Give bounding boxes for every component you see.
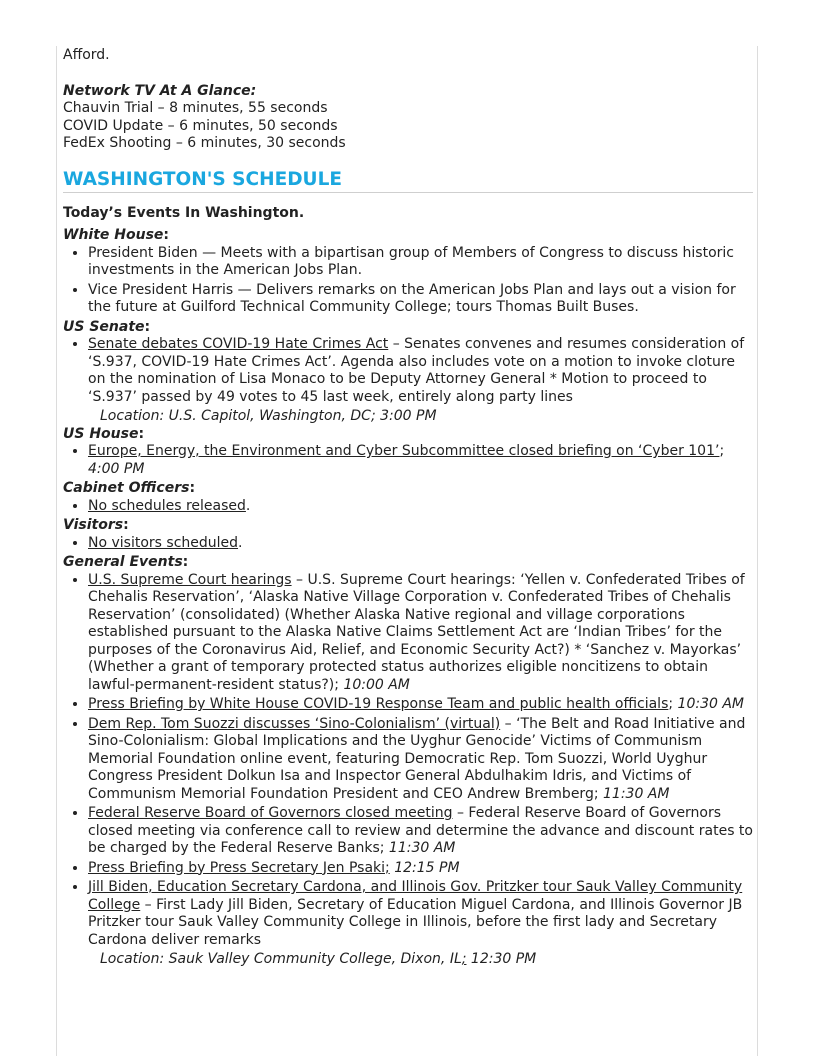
left-rule: [56, 46, 57, 1056]
senate-location: Location: U.S. Capitol, Washington, DC; 3:00 PM: [100, 408, 437, 424]
list-item: • President Biden — Meets with a bipartisan group of Members of Congress to discuss historic investments in the American Jobs Plan.: [88, 245, 753, 280]
suozzi-event-link[interactable]: Dem Rep. Tom Suozzi discusses ‘Sino-Colonialism’ (virtual): [88, 715, 501, 732]
list-item: • Dem Rep. Tom Suozzi discusses ‘Sino-Colonialism’ (virtual) – ‘The Belt and Road Initiative and Sino-Colonialism: Global Implications and the Uyghur Genocide’ Victims of Communism Memorial Foundation online event, featuring Democratic Rep. Tom Suozzi, World Uyghur Congress President Dolkun Isa and Inspector General Abdulhakim Idris, and Victims of Communism Memorial Foundation President and CEO Andrew Bremberg; 11:30 AM: [88, 716, 753, 804]
right-rule: [757, 46, 758, 1056]
cabinet-label: Cabinet Officers:: [63, 480, 196, 496]
network-tv-heading: Network TV At A Glance:: [63, 82, 257, 99]
psaki-briefing-link[interactable]: Press Briefing by Press Secretary Jen Psaki;: [88, 859, 390, 876]
list-item: • Senate debates COVID-19 Hate Crimes Act – Senates convenes and resumes consideration of ‘S.937, COVID-19 Hate Crimes Act’. Agenda also includes vote on a motion to invoke cloture on the nomination of Lisa Monaco to be Deputy Attorney General * Motion to proceed to ‘S.937’ passed by 49 votes to 45 last week, entirely along party lines: [88, 336, 753, 406]
list-item: • Federal Reserve Board of Governors closed meeting – Federal Reserve Board of Governors closed meeting via conference call to review and determine the advance and discount rates to be charged by the Federal Reserve Banks; 11:30 AM: [88, 805, 753, 858]
general-events-label: General Events:: [63, 554, 189, 570]
location-link[interactable]: ;: [461, 951, 467, 967]
us-senate-label: US Senate:: [63, 318, 151, 335]
visitors-list: [63, 535, 753, 553]
covid-briefing-link[interactable]: Press Briefing by White House COVID-19 Response Team and public health officials: [88, 696, 669, 712]
visitors-label: Visitors:: [63, 517, 129, 533]
us-house-list: [63, 443, 753, 478]
fed-meeting-link[interactable]: Federal Reserve Board of Governors closed meeting: [88, 805, 453, 821]
list-item: • Press Briefing by White House COVID-19 Response Team and public health officials; 10:30 AM: [88, 696, 753, 714]
biden-tour-location: Location: Sauk Valley Community College, Dixon, IL; 12:30 PM: [100, 951, 537, 967]
section-title: WASHINGTON'S SCHEDULE: [63, 169, 753, 193]
today-heading: Today’s Events In Washington.: [63, 204, 305, 221]
network-tv-item: FedEx Shooting – 6 minutes, 30 seconds: [63, 135, 346, 151]
list-item: • No schedules released.: [88, 498, 753, 516]
cabinet-list: [63, 498, 753, 516]
list-item: • Press Briefing by Press Secretary Jen Psaki; 12:15 PM: [88, 860, 753, 878]
scotus-link[interactable]: U.S. Supreme Court hearings: [88, 571, 292, 588]
list-item: • No visitors scheduled.: [88, 535, 753, 553]
list-item: • Vice President Harris — Delivers remarks on the American Jobs Plan and lays out a vision for the future at Guilford Technical Community College; tours Thomas Built Buses.: [88, 282, 753, 317]
visitors-link[interactable]: No visitors scheduled: [88, 534, 239, 551]
general-events-list: [63, 572, 753, 950]
jill-biden-tour-link[interactable]: Jill Biden, Education Secretary Cardona, and Illinois Gov. Pritzker tour Sauk Valley Community College: [88, 879, 743, 913]
newsletter-body: [63, 47, 753, 969]
network-tv-item: COVID Update – 6 minutes, 50 seconds: [63, 117, 338, 134]
list-item: • Jill Biden, Education Secretary Cardona, and Illinois Gov. Pritzker tour Sauk Valley Community College – First Lady Jill Biden, Secretary of Education Miguel Cardona, and Illinois Governor JB Pritzker tour Sauk Valley Community College in Illinois, before the first lady and Secretary Cardona deliver remarks: [88, 879, 753, 949]
cabinet-link[interactable]: No schedules released: [88, 497, 246, 514]
house-event-link[interactable]: Europe, Energy, the Environment and Cyber Subcommittee closed briefing on ‘Cyber 101’: [88, 443, 720, 459]
white-house-list: [63, 245, 753, 317]
list-item: • U.S. Supreme Court hearings – U.S. Supreme Court hearings: ‘Yellen v. Confederated Tribes of Chehalis Reservation’, ‘Alaska Native Village Corporation v. Confederated Tribes of Chehalis Reservation’ (consolidated) (Whether Alaska Native regional and village corporations established pursuant to the Alaska Native Claims Settlement Act are ‘Indian Tribes’ for the purposes of the Coronavirus Aid, Relief, and Economic Security Act?) * ‘Sanchez v. Mayorkas’ (Whether a grant of temporary protected status authorizes eligible noncitizens to obtain lawful-permanent-resident status?); 10:00 AM: [88, 572, 753, 695]
senate-event-link[interactable]: Senate debates COVID-19 Hate Crimes Act: [88, 336, 389, 352]
white-house-label: White House:: [63, 227, 170, 243]
network-tv-item: Chauvin Trial – 8 minutes, 55 seconds: [63, 100, 328, 116]
list-item: • Europe, Energy, the Environment and Cyber Subcommittee closed briefing on ‘Cyber 101’; 4:00 PM: [88, 443, 753, 478]
intro-text: Afford.: [63, 47, 110, 63]
us-senate-list: [63, 336, 753, 406]
us-house-label: US House:: [63, 425, 145, 442]
